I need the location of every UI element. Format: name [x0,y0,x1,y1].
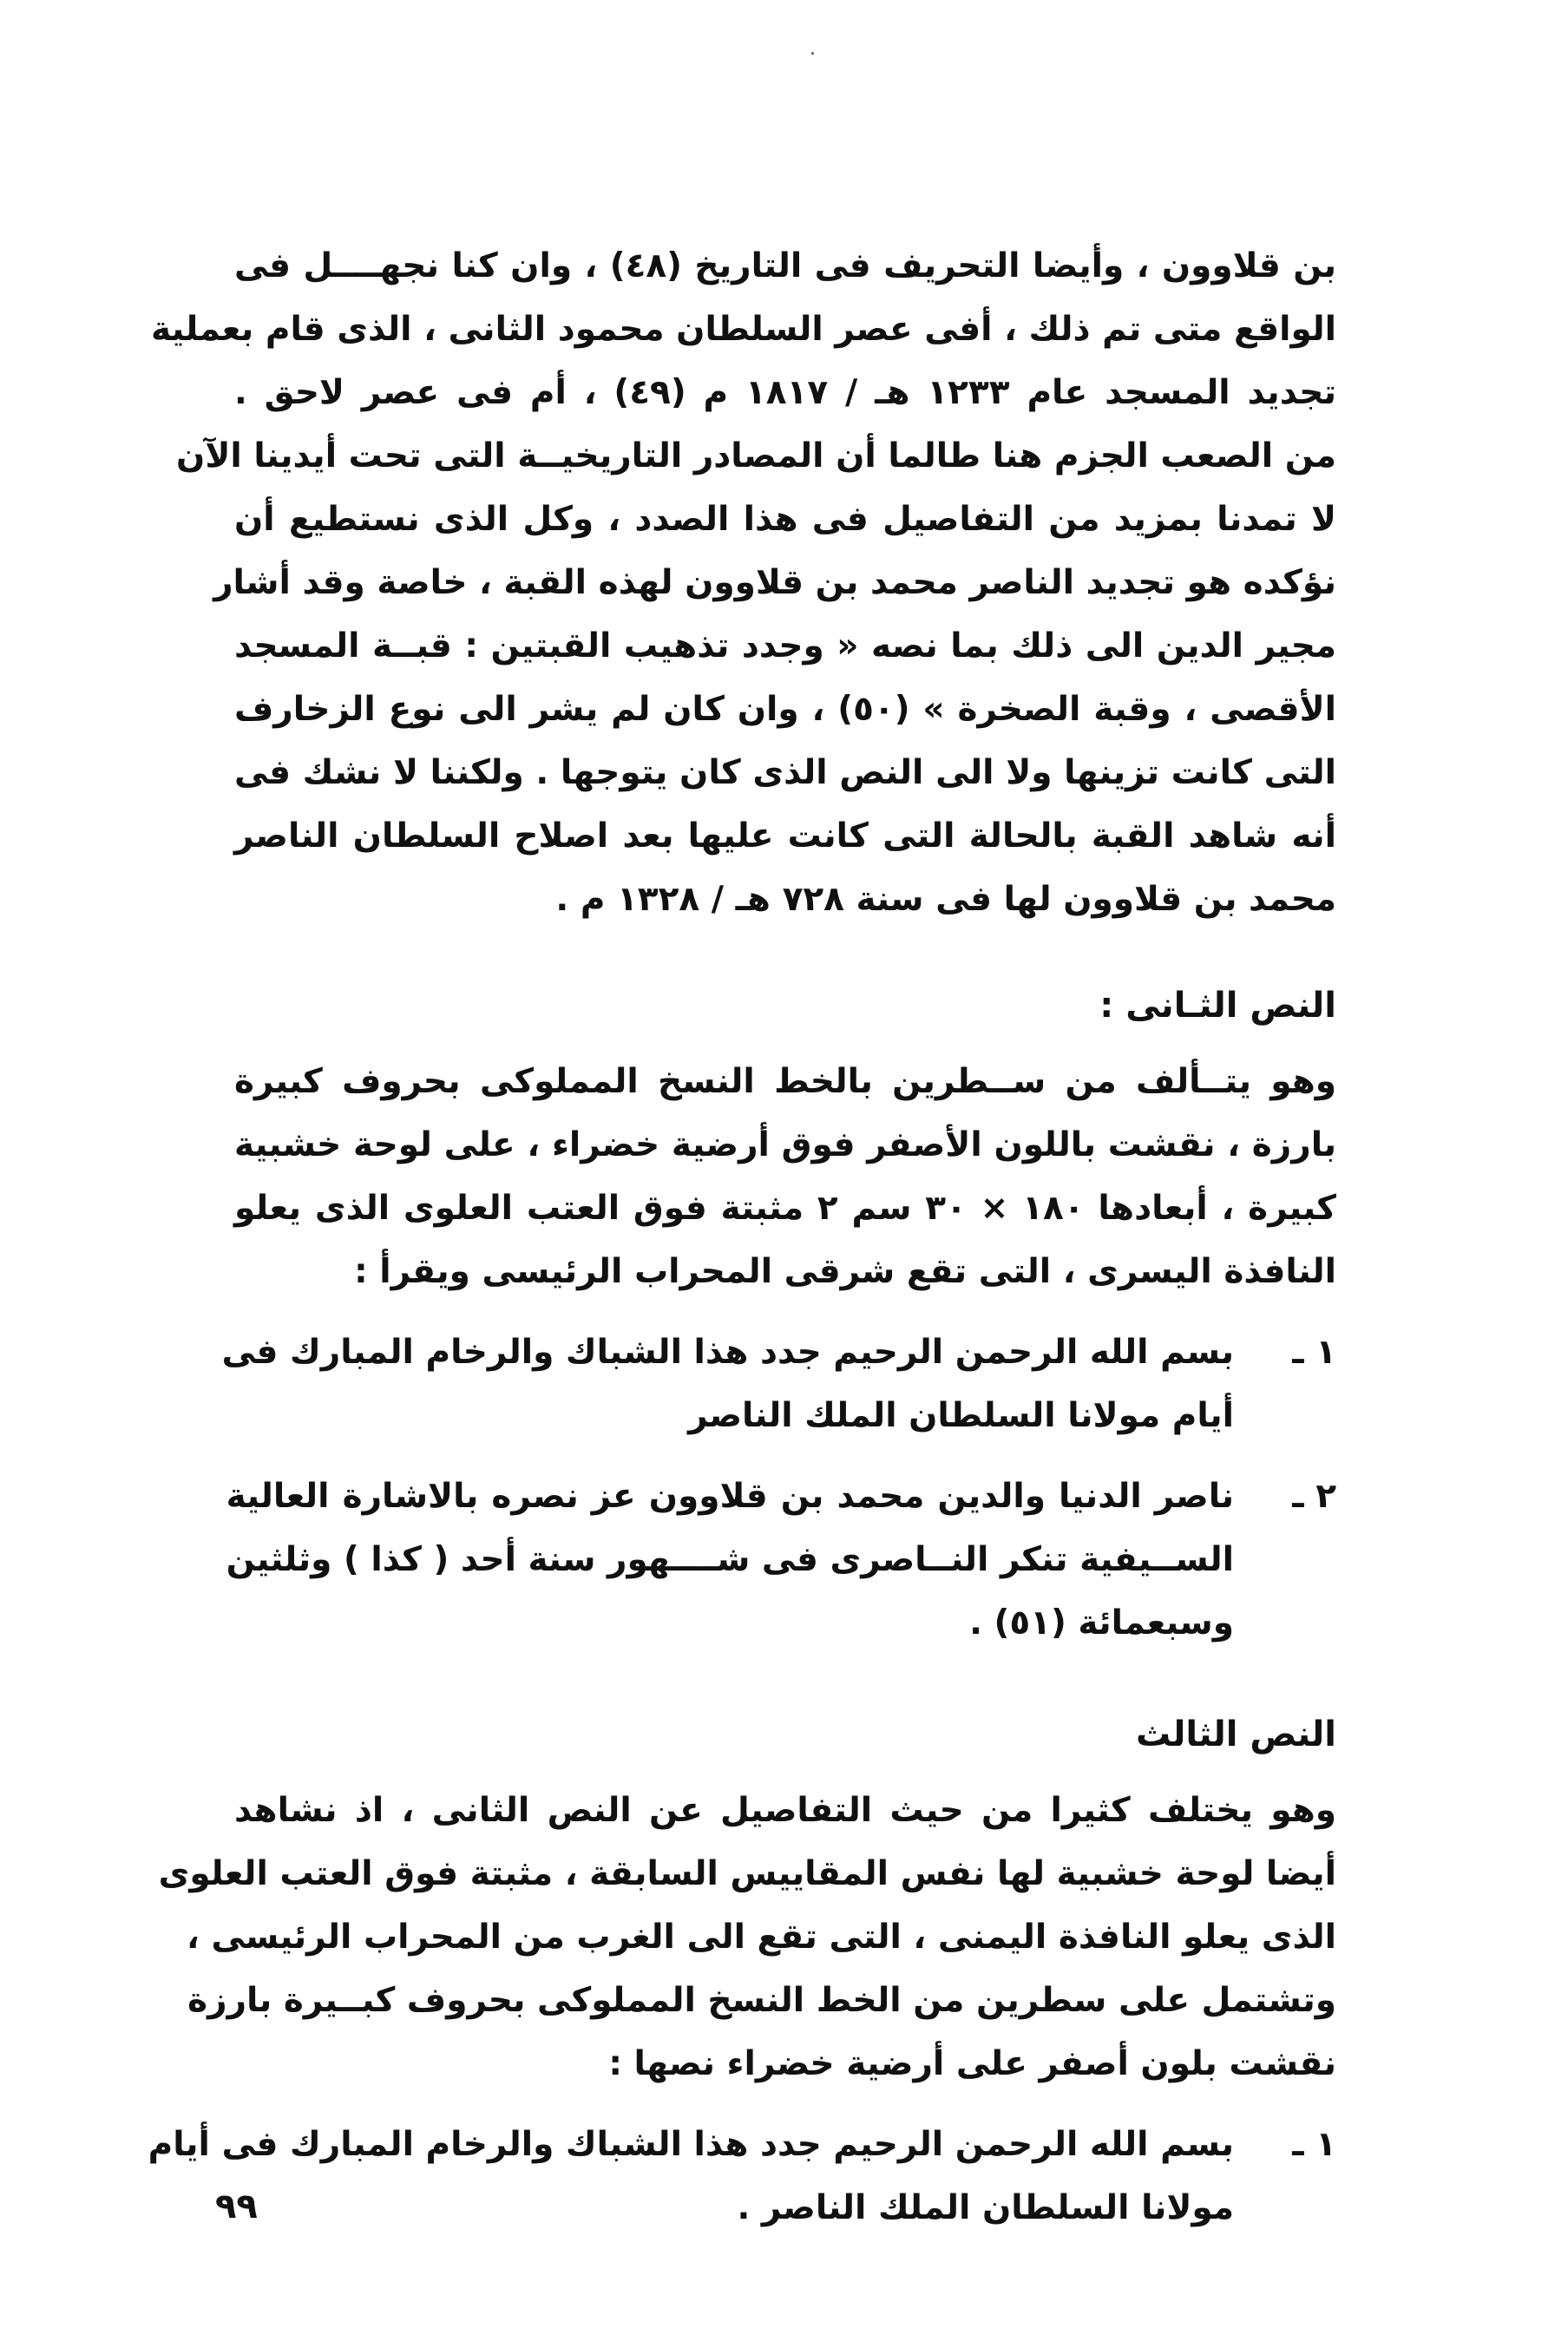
text-line: نؤكده هو تجديد الناصر محمد بن قلاوون لهذه القبة ، خاصة وقد أشار [213,563,1336,602]
text-line: محمد بن قلاوون لها فى سنة ٧٢٨ هـ / ١٣٢٨ م . [555,880,1336,919]
item-number: ١ ـ [1292,2125,1336,2164]
text-line: أيام مولانا السلطان الملك الناصر [688,1396,1234,1435]
text-line: مولانا السلطان الملك الناصر . [737,2188,1234,2227]
scan-speck [811,52,814,55]
text-line: لا تمدنا بمزيد من التفاصيل فى هذا الصدد ، وكل الذى نستطيع أن [234,500,1336,539]
text-line: من الصعب الجزم هنا طالما أن المصادر التاريخيــة التى تحت أيدينا الآن [176,436,1336,475]
section-heading-text-3: النص الثالث [1136,1715,1336,1754]
text-line: وهو يختلف كثيرا من حيث التفاصيل عن النص الثانى ، اذ نشاهد [234,1791,1336,1830]
text-line: تجديد المسجد عام ١٢٣٣ هـ / ١٨١٧ م (٤٩) ، أم فى عصر لاحق . [234,373,1336,412]
text-line: وهو يتــألف من ســطرين بالخط النسخ المملوكى بحروف كبيرة [234,1062,1336,1101]
text-line: بسم الله الرحمن الرحيم جدد هذا الشباك والرخام المبارك فى أيام [148,2125,1234,2164]
inscription-line-1 [148,2113,1336,2239]
text-line: التى كانت تزينها ولا الى النص الذى كان يتوجها . ولكننا لا نشك فى [234,753,1336,792]
text-line: الأقصى ، وقبة الصخرة » (٥٠) ، وان كان لم يشر الى نوع الزخارف [234,690,1337,729]
paragraph-2 [234,1050,1336,1303]
section-heading-text-2: النص الثـانى : [1099,986,1336,1026]
text-line: كبيرة ، أبعادها ١٨٠ × ٣٠ سم ٢ مثبتة فوق العتب العلوى الذى يعلو [234,1189,1336,1228]
page-number: ٩٩ [215,2187,258,2226]
text-line: ناصر الدنيا والدين محمد بن قلاوون عز نصره بالاشارة العالية [226,1477,1234,1516]
text-line: الذى يعلو النافذة اليمنى ، التى تقع الى الغرب من المحراب الرئيسى ، [187,1918,1336,1957]
text-line: نقشت بلون أصفر على أرضية خضراء نصها : [608,2044,1336,2083]
text-line: الواقع متى تم ذلك ، أفى عصر السلطان محمود الثانى ، الذى قام بعملية [151,310,1336,349]
text-line: مجير الدين الى ذلك بما نصه « وجدد تذهيب القبتين : قبــة المسجد [234,626,1336,666]
item-number: ١ ـ [1292,1333,1336,1372]
text-line: أيضا لوحة خشبية لها نفس المقاييس السابقة ، مثبتة فوق العتب العلوى [158,1854,1336,1893]
text-line: وتشتمل على سطرين من الخط النسخ المملوكى بحروف كبــيرة بارزة [187,1981,1336,2020]
document-page [148,234,1337,2239]
inscription-line-2 [226,1465,1336,1655]
text-line: بارزة ، نقشت باللون الأصفر فوق أرضية خضراء ، على لوحة خشبية [234,1125,1336,1164]
paragraph-3 [158,1779,1336,2095]
item-body [221,1321,1234,1447]
text-line: بسم الله الرحمن الرحيم جدد هذا الشباك والرخام المبارك فى [221,1333,1234,1372]
paragraph-1 [151,234,1337,931]
item-number: ٢ ـ [1292,1477,1336,1516]
text-line: بن قلاوون ، وأيضا التحريف فى التاريخ (٤٨) ، وان كنا نجهــــل فى [234,246,1336,285]
item-body [226,1465,1234,1655]
item-body [148,2113,1234,2239]
inscription-line-1 [221,1321,1336,1447]
text-line: أنه شاهد القبة بالحالة التى كانت عليها بعد اصلاح السلطان الناصر [234,816,1336,856]
text-line: الســيفية تنكر النــاصرى فى شــــهور سنة أحد ( كذا ) وثلثين [226,1540,1234,1579]
text-line: النافذة اليسرى ، التى تقع شرقى المحراب الرئيسى ويقرأ : [354,1252,1336,1291]
text-line: وسبعمائة (٥١) . [969,1603,1234,1643]
